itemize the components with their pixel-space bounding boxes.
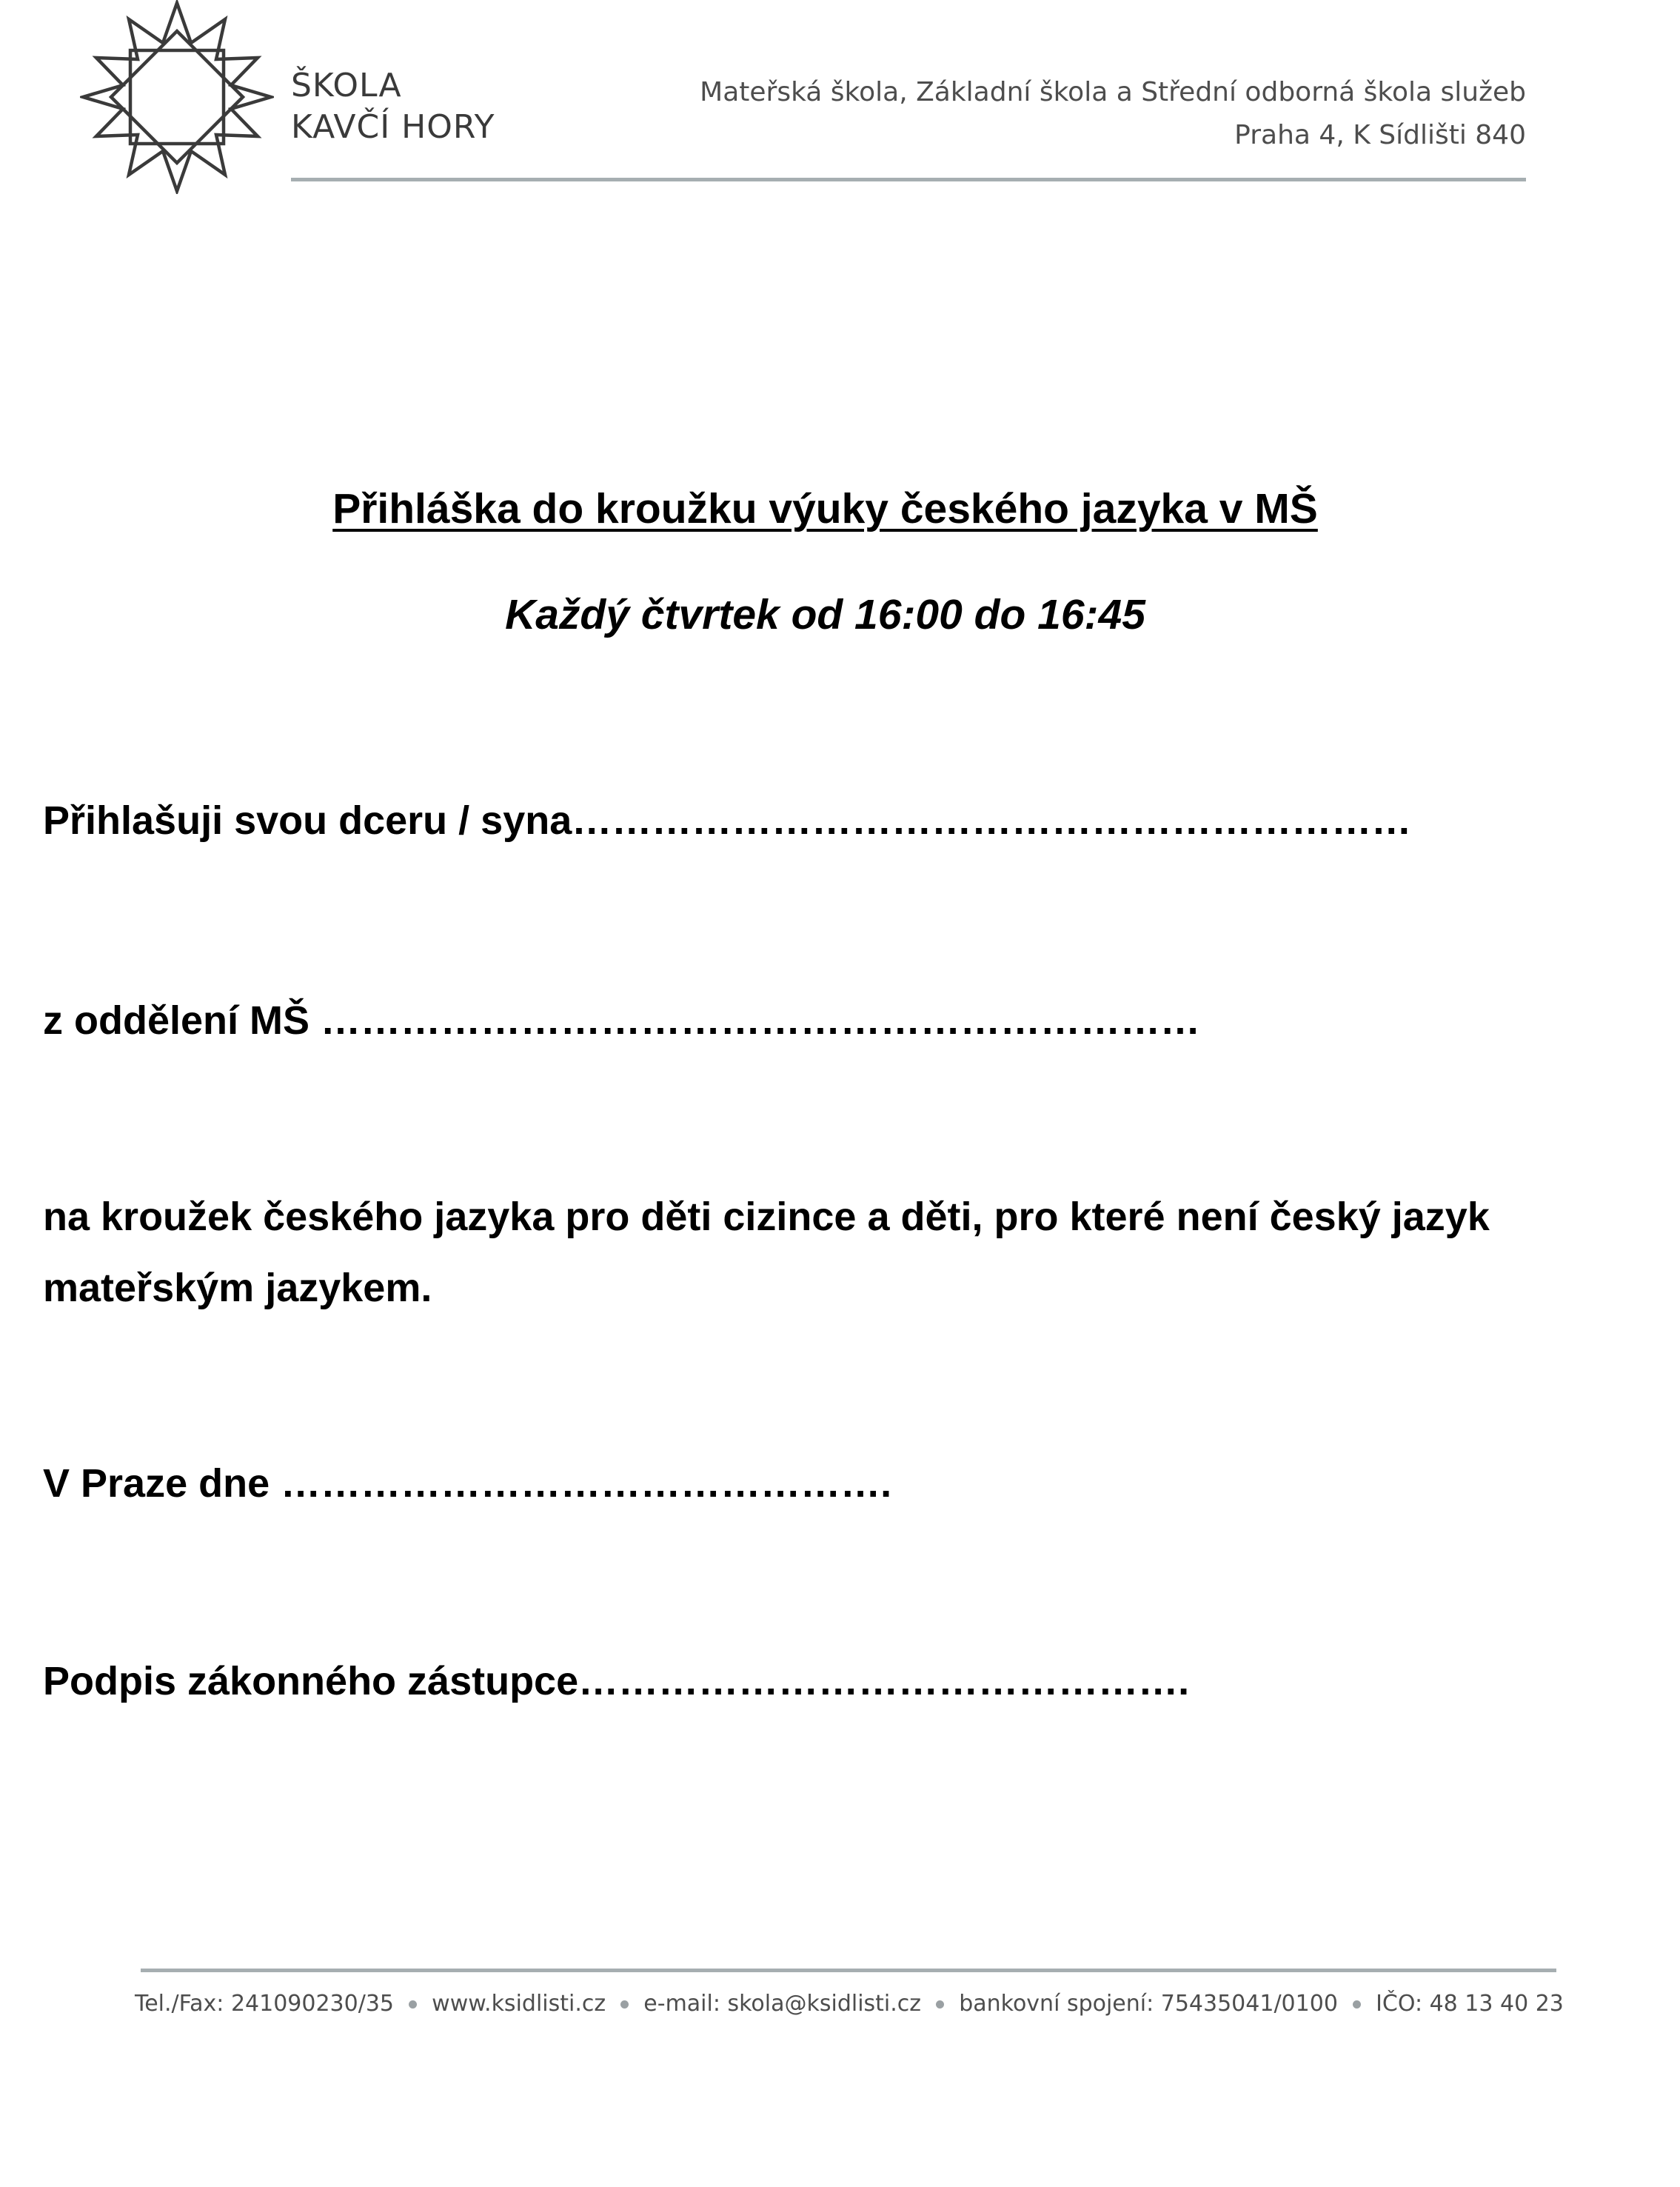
signature-line: Podpis zákonného zástupce………………………………………. xyxy=(43,1659,1190,1703)
footer-phone: Tel./Fax: 241090230/35 xyxy=(135,1991,395,2017)
institution-name: Mateřská škola, Základní škola a Střední odborná škola služeb xyxy=(700,77,1526,107)
institution-info xyxy=(700,71,1526,157)
footer-web: www.ksidlisti.cz xyxy=(432,1991,606,2017)
star-outline-icon xyxy=(80,0,274,194)
child-name-line: Přihlašuji svou dceru / syna……………………………………………………… xyxy=(43,798,1412,843)
footer-contacts xyxy=(135,1989,1564,2019)
footer-ico: IČO: 48 13 40 23 xyxy=(1376,1991,1564,2017)
school-logo-text xyxy=(291,65,495,148)
class-line: z oddělení MŠ ………………………………………………………… xyxy=(43,998,1201,1043)
logo-line-2: KAVČÍ HORY xyxy=(291,108,495,146)
bullet-separator xyxy=(936,2000,944,2009)
footer-email: e-mail: skola@ksidlisti.cz xyxy=(643,1991,922,2017)
footer-divider xyxy=(141,1969,1556,1972)
date-line: V Praze dne ………………………………………. xyxy=(43,1461,892,1506)
footer-bank: bankovní spojení: 75435041/0100 xyxy=(959,1991,1338,2017)
bullet-separator xyxy=(620,2000,629,2009)
institution-address: Praha 4, K Sídlišti 840 xyxy=(1234,120,1526,150)
header-divider xyxy=(291,178,1526,181)
course-description: na kroužek českého jazyka pro děti cizince a děti, pro které není český jazyk mateřským jazykem. xyxy=(43,1195,1490,1310)
document-subtitle: Každý čtvrtek od 16:00 do 16:45 xyxy=(505,591,1145,638)
bullet-separator xyxy=(1353,2000,1361,2009)
logo-line-1: ŠKOLA xyxy=(291,67,402,104)
bullet-separator xyxy=(409,2000,417,2009)
document-title: Přihláška do kroužku výuky českého jazyka v MŠ xyxy=(332,485,1318,532)
